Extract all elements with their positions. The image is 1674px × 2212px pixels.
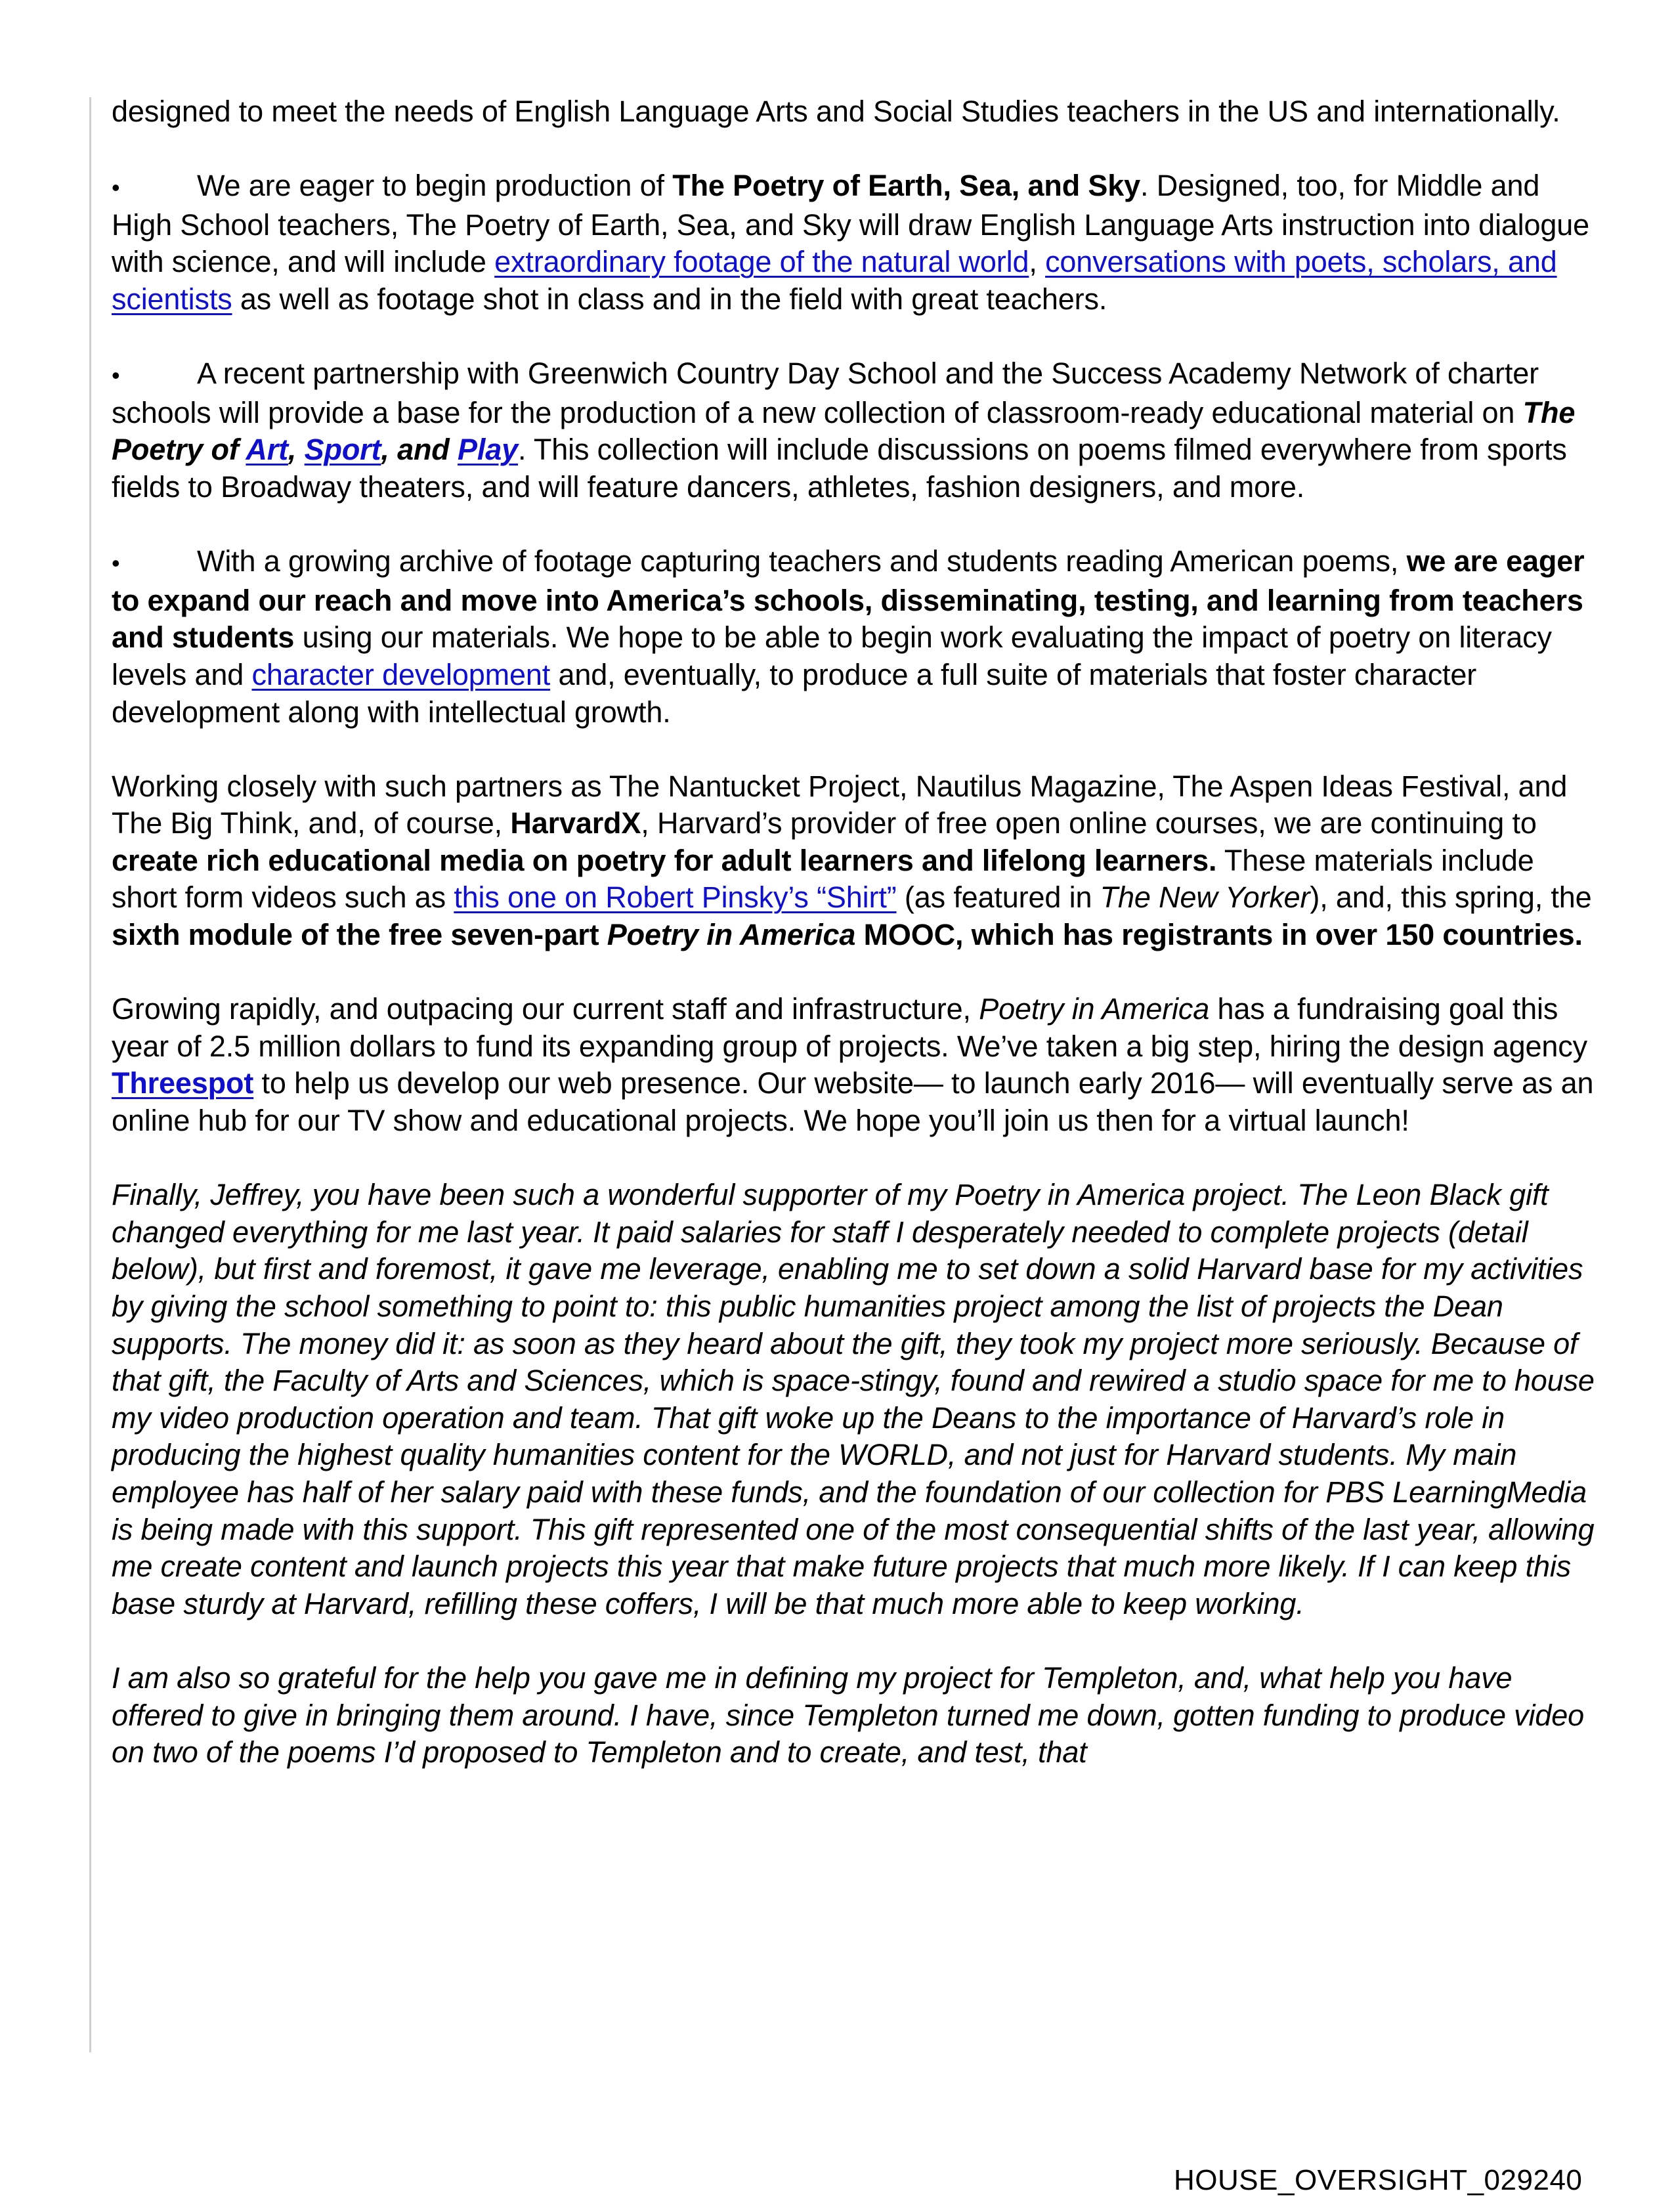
link-art[interactable]: Art [246,433,288,467]
link-character-development[interactable]: character development [251,657,551,691]
title-prefix: The Poetry of [112,395,1576,467]
paragraph-text: I am also so grateful for the help you gave me in defining my project for Templeton, and, what help you have offered to give in bringing them around. I have, since Templeton turned me down, gotten funding to produce video on two of the poems I’d proposed to Templeton and to create, and test, that [112,1660,1585,1769]
paragraph-text: Finally, Jeffrey, you have been such a wonderful supporter of my Poetry in America project. The Leon Black gift changed everything for me last year. It paid salaries for staff I desperately needed to complete projects (detail below), but first and foremost, it gave me leverage, enabling me to set down a solid Harvard base for my activities by giving the school something to point to: this public humanities project among the list of projects the Dean supports. The money did it: as soon as they heard about the gift, they took my project more seriously. Because of that gift, the Faculty of Arts and Sciences, which is space-stingy, found and rewired a studio space for me to house my video production operation and team. That gift woke up the Deans to the importance of Harvard’s role in producing the highest quality humanities content for the WORLD, and not just for Harvard students. My main employee has half of her salary paid with these funds, and the foundation of our collection for PBS LearningMedia is being made with this support. This gift represented one of the most consequential shifts of the last year, allowing me create content and launch projects this year that make future projects that much more likely. If I can keep this base sturdy at Harvard, refilling these coffers, I will be that much more able to keep working. [112,1178,1595,1620]
paragraph-text: to help us develop our web presence. Our website— to launch early 2016— will eventually serve as an online hub for our TV show and educational projects. We hope you’ll join us then for a virtual launch! [112,1066,1594,1138]
bullet-icon: • [112,362,120,389]
continuation-text: designed to meet the needs of English Language Arts and Social Studies teachers in the US and internationally. [112,95,1560,128]
bullet-lead: With a growing archive of footage capturing teachers and students reading American poems, [197,544,1407,578]
bullet-earth-sea-sky [112,167,1595,318]
bates-stamp: HOUSE_OVERSIGHT_029240 [1174,2164,1583,2196]
paragraph-text: (as featured in [896,880,1100,915]
bullet-text: and, eventually, to produce a full suite of materials that foster character development along with intellectual growth. [112,657,1477,729]
bold-text: sixth module of the free seven-part [112,918,607,952]
bold-text: we are eager to expand our reach and move into America’s schools, disseminating, testing, and learning from teachers and students [112,544,1585,655]
link-threespot[interactable]: Threespot [112,1066,254,1100]
bold-harvardx: HarvardX [510,806,641,840]
link-play[interactable]: Play [458,433,518,467]
paragraph-text: Working closely with such partners as The Nantucket Project, Nautilus Magazine, The Aspen Ideas Festival, and The Big Think, and, of course, [112,769,1568,840]
link-sport[interactable]: Sport [304,433,381,467]
italic-new-yorker: The New Yorker [1100,880,1310,915]
bullet-text: . This collection will include discussions on poems filmed everywhere from sports fields to Broadway theaters, and will feature dancers, athletes, fashion designers, and more. [112,433,1567,504]
paragraph-text: Growing rapidly, and outpacing our current staff and infrastructure, [112,992,979,1026]
link-pinsky-shirt[interactable]: this one on Robert Pinsky’s “Shirt” [454,880,897,915]
bullet-text: as well as footage shot in class and in the field with great teachers. [232,282,1107,316]
growth-paragraph [112,991,1595,1139]
templeton-paragraph [112,1660,1595,1771]
bullet-icon: • [112,550,120,577]
bullet-text: , [1029,245,1046,279]
bullet-schools [112,543,1595,731]
bold-title: The Poetry of Earth, Sea, and Sky [672,169,1141,203]
paragraph-text: These materials include short form videos such as [112,843,1534,915]
paragraph-text: ), and, this spring, the [1310,880,1592,915]
title-separator: , and [381,433,458,467]
bold-text: MOOC, which has registrants in over 150 countries. [855,918,1583,952]
gratitude-paragraph [112,1177,1595,1622]
italic-poetry-in-america: Poetry in America [979,992,1210,1026]
document-page [112,93,1595,1808]
continuation-paragraph [112,93,1595,131]
bullet-lead: A recent partnership with Greenwich Country Day School and the Success Academy Network of charter schools will provide a base for the production of a new collection of classroom-ready educational material on [112,357,1539,429]
bold-italic-poetry-in-america: Poetry in America [607,918,856,952]
bullet-art-sport-play [112,355,1595,506]
partners-paragraph [112,768,1595,954]
bullet-lead: We are eager to begin production of [197,169,673,203]
bold-text: create rich educational media on poetry for adult learners and lifelong learners. [112,843,1217,877]
paragraph-text: , Harvard’s provider of free open online courses, we are continuing to [641,806,1537,840]
bullet-text: . Designed, too, for Middle and High School teachers, The Poetry of Earth, Sea, and Sky will draw English Language Arts instruction into dialogue with science, and will include [112,169,1590,279]
bullet-text: using our materials. We hope to be able to begin work evaluating the impact of poetry on literacy levels and [112,620,1552,691]
link-natural-world-footage[interactable]: extraordinary footage of the natural world [494,245,1029,279]
change-bar-margin-rule [89,97,91,2052]
paragraph-text: has a fundraising goal this year of 2.5 million dollars to fund its expanding group of projects. We’ve taken a big step, hiring the design agency [112,992,1587,1063]
title-separator: , [288,433,305,467]
link-conversations[interactable]: conversations with poets, scholars, and scientists [112,245,1557,316]
bullet-icon: • [112,174,120,202]
